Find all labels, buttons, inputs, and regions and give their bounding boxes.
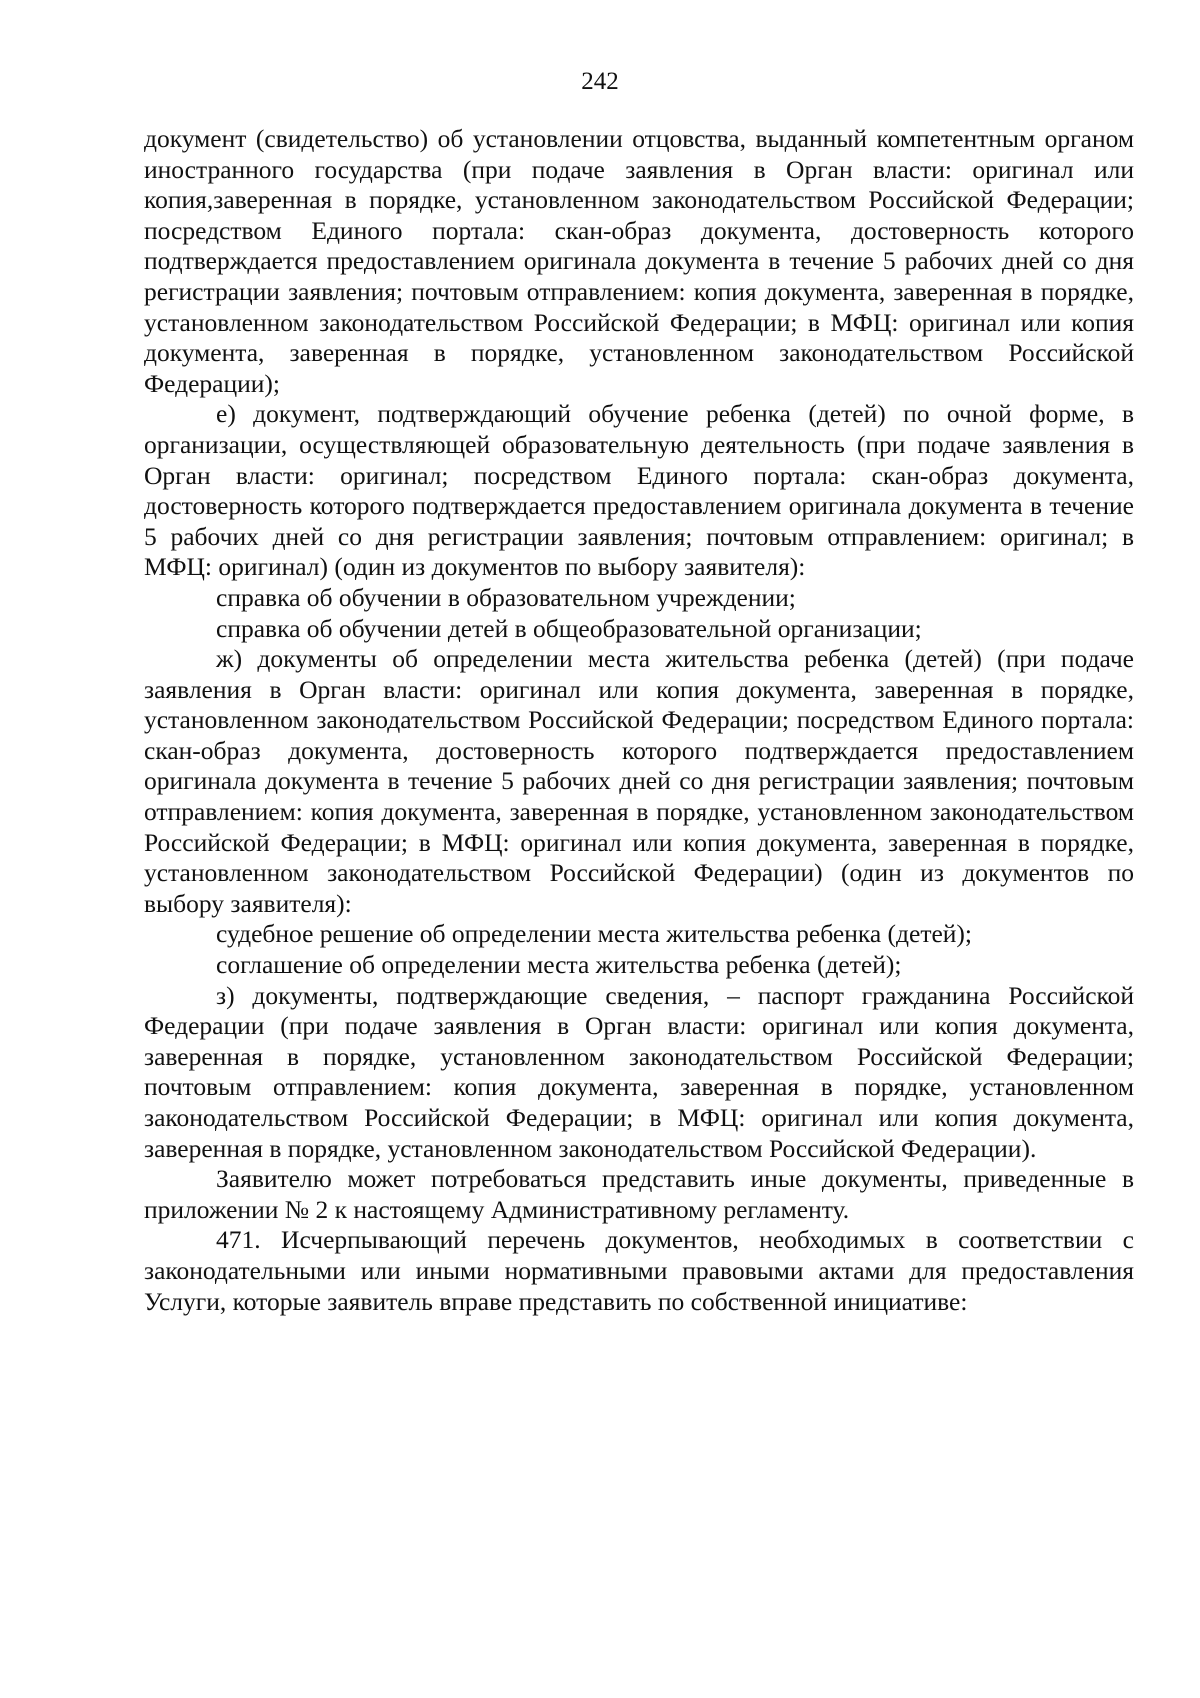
paragraph-study-certificate: справка об обучении в образовательном учреждении;: [216, 582, 796, 612]
paragraph-item-z: з) документы, подтверждающие сведения, – паспорт гражданина Российской Федерации (при подаче заявления в Орган власти: оригинал или копия документа, заверенная в порядке, установленном законодательством Российской Федерации; почтовым отправлением: копия документа, заверенная в порядке, установленном законодательством Российской Федерации; в МФЦ: оригинал или копия документа, заверенная в порядке, установленном законодательством Российской Федерации).: [144, 980, 1134, 1163]
paragraph-other-documents: Заявителю может потребоваться представить иные документы, приведенные в приложении № 2 к настоящему Административному регламенту.: [144, 1164, 1134, 1224]
document-body: [144, 124, 1134, 1317]
paragraph-471: 471. Исчерпывающий перечень документов, необходимых в соответствии с законодательными или иными нормативными правовыми актами для предоставления Услуги, которые заявитель вправе представить по собственной инициативе:: [144, 1225, 1134, 1316]
page-number: 242: [581, 68, 619, 95]
paragraph-item-zh: ж) документы об определении места жительства ребенка (детей) (при подаче заявления в Орган власти: оригинал или копия документа, заверенная в порядке, установленном законодательством Российской Федерации; посредством Единого портала: скан-образ документа, достоверность которого подтверждается предоставлением оригинала документа в течение 5 рабочих дней со дня регистрации заявления; почтовым отправлением: копия документа, заверенная в порядке, установленном законодательством Российской Федерации; в МФЦ: оригинал или копия документа, заверенная в порядке, установленном законодательством Российской Федерации) (один из документов по выбору заявителя):: [144, 644, 1134, 918]
paragraph-residence-agreement: соглашение об определении места жительства ребенка (детей);: [216, 950, 902, 980]
paragraph-paternity-document: документ (свидетельство) об установлении отцовства, выданный компетентным органом иностранного государства (при подаче заявления в Орган власти: оригинал или копия,заверенная в порядке, установленном законодательством Российской Федерации; посредством Единого портала: скан-образ документа, достоверность которого подтверждается предоставлением оригинала документа в течение 5 рабочих дней со дня регистрации заявления; почтовым отправлением: копия документа, заверенная в порядке, установленном законодательством Российской Федерации; в МФЦ: оригинал или копия документа, заверенная в порядке, установленном законодательством Российской Федерации);: [144, 124, 1134, 398]
paragraph-item-e: е) документ, подтверждающий обучение ребенка (детей) по очной форме, в организации, осуществляющей образовательную деятельность (при подаче заявления в Орган власти: оригинал; посредством Единого портала: скан-образ документа, достоверность которого подтверждается предоставлением оригинала документа в течение 5 рабочих дней со дня регистрации заявления; почтовым отправлением: оригинал; в МФЦ: оригинал) (один из документов по выбору заявителя):: [144, 399, 1134, 582]
paragraph-school-certificate: справка об обучении детей в общеобразовательной организации;: [216, 613, 922, 643]
paragraph-court-decision: судебное решение об определении места жительства ребенка (детей);: [216, 919, 973, 949]
